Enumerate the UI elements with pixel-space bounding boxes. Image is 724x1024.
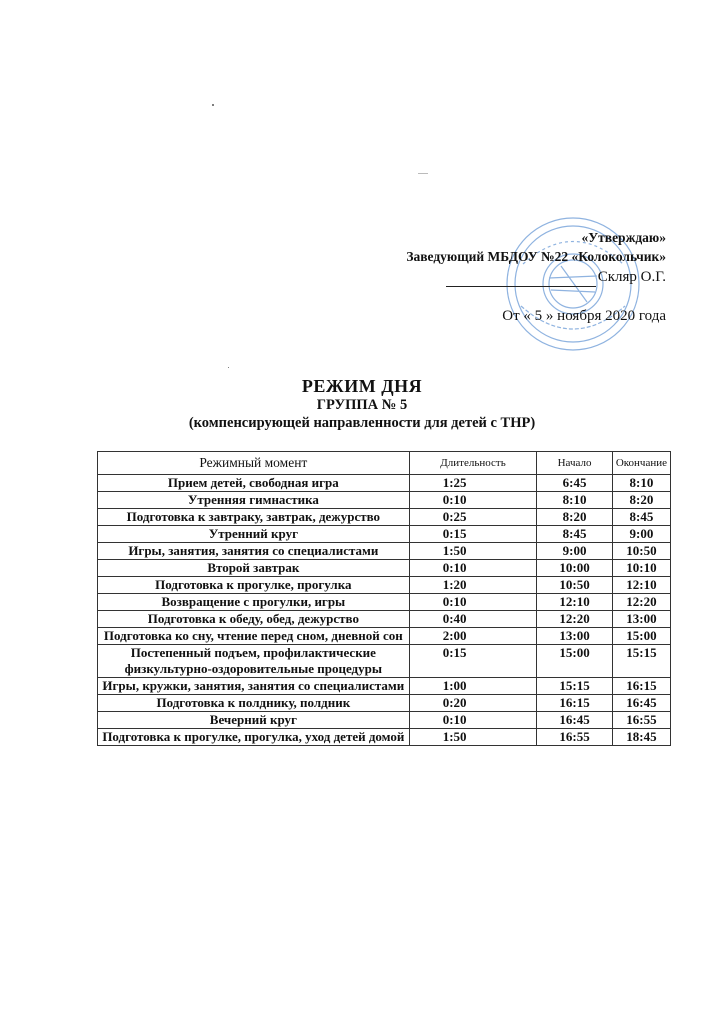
schedule-body [98,475,671,746]
start-cell: 10:00 [537,560,613,577]
end-cell: 15:00 [612,628,670,645]
scan-smudge [418,173,428,174]
table-header-row [98,452,671,475]
duration-cell: 2:00 [409,628,537,645]
activity-cell: Игры, занятия, занятия со специалистами [98,543,410,560]
end-cell: 16:45 [612,695,670,712]
table-row [98,729,671,746]
end-cell: 16:55 [612,712,670,729]
approval-date: От « 5 » ноября 2020 года [502,308,666,324]
duration-cell: 0:10 [409,560,537,577]
table-row [98,712,671,729]
table-row [98,611,671,628]
group-title: ГРУППА № 5 [316,397,408,413]
table-row [98,543,671,560]
end-cell: 12:20 [612,594,670,611]
activity-cell: Подготовка ко сну, чтение перед сном, дневной сон [98,628,410,645]
header-activity: Режимный момент [98,452,410,475]
table-row [98,594,671,611]
table-row [98,628,671,645]
table-row [98,645,671,678]
start-cell: 16:15 [537,695,613,712]
document-title: РЕЖИМ ДНЯ [301,376,423,396]
table-row [98,560,671,577]
duration-cell: 1:50 [409,543,537,560]
activity-cell: Прием детей, свободная игра [98,475,410,492]
duration-cell: 0:10 [409,492,537,509]
signer-name: Скляр О.Г. [597,269,666,285]
end-cell: 9:00 [612,526,670,543]
end-cell: 13:00 [612,611,670,628]
activity-cell: Возвращение с прогулки, игры [98,594,410,611]
end-cell: 15:15 [612,645,670,678]
start-cell: 13:00 [537,628,613,645]
end-cell: 8:45 [612,509,670,526]
scan-speck [228,367,229,368]
table-row [98,509,671,526]
table-row [98,526,671,543]
header-duration: Длительность [409,452,537,475]
activity-cell: Утренний круг [98,526,410,543]
end-cell: 18:45 [612,729,670,746]
table-row [98,678,671,695]
end-cell: 10:10 [612,560,670,577]
activity-cell: Подготовка к обеду, обед, дежурство [98,611,410,628]
approval-position: Заведующий МБДОУ №22 «Колокольчик» [406,249,666,264]
duration-cell: 0:15 [409,645,537,678]
start-cell: 10:50 [537,577,613,594]
end-cell: 8:10 [612,475,670,492]
end-cell: 16:15 [612,678,670,695]
activity-cell: Подготовка к прогулке, прогулка [98,577,410,594]
document-titles [0,376,724,432]
duration-cell: 0:15 [409,526,537,543]
end-cell: 12:10 [612,577,670,594]
activity-cell: Игры, кружки, занятия, занятия со специалистами [98,678,410,695]
duration-cell: 1:00 [409,678,537,695]
start-cell: 15:00 [537,645,613,678]
activity-cell: Второй завтрак [98,560,410,577]
activity-cell: Постепенный подъем, профилактические физкультурно-оздоровительные процедуры [98,645,410,678]
scan-speck [212,104,214,106]
activity-cell: Подготовка к завтраку, завтрак, дежурство [98,509,410,526]
duration-cell: 0:25 [409,509,537,526]
start-cell: 8:10 [537,492,613,509]
approval-heading: «Утверждаю» [581,230,666,245]
activity-cell: Подготовка к прогулке, прогулка, уход детей домой [98,729,410,746]
duration-cell: 0:40 [409,611,537,628]
table-row [98,475,671,492]
duration-cell: 1:20 [409,577,537,594]
duration-cell: 1:25 [409,475,537,492]
activity-cell: Утренняя гимнастика [98,492,410,509]
activity-cell: Подготовка к полднику, полдник [98,695,410,712]
table-row [98,492,671,509]
start-cell: 15:15 [537,678,613,695]
table-row [98,695,671,712]
end-cell: 10:50 [612,543,670,560]
schedule-table [97,451,671,746]
duration-cell: 0:20 [409,695,537,712]
header-start: Начало [537,452,613,475]
duration-cell: 0:10 [409,712,537,729]
start-cell: 16:55 [537,729,613,746]
duration-cell: 1:50 [409,729,537,746]
start-cell: 8:20 [537,509,613,526]
duration-cell: 0:10 [409,594,537,611]
start-cell: 16:45 [537,712,613,729]
start-cell: 12:20 [537,611,613,628]
end-cell: 8:20 [612,492,670,509]
header-end: Окончание [612,452,670,475]
start-cell: 6:45 [537,475,613,492]
signature-line [266,268,666,287]
start-cell: 8:45 [537,526,613,543]
activity-cell: Вечерний круг [98,712,410,729]
signature-underline [446,272,596,287]
start-cell: 9:00 [537,543,613,560]
approval-block [266,228,666,326]
start-cell: 12:10 [537,594,613,611]
group-subtitle: (компенсирующей направленности для детей с ТНР) [188,415,536,431]
table-row [98,577,671,594]
